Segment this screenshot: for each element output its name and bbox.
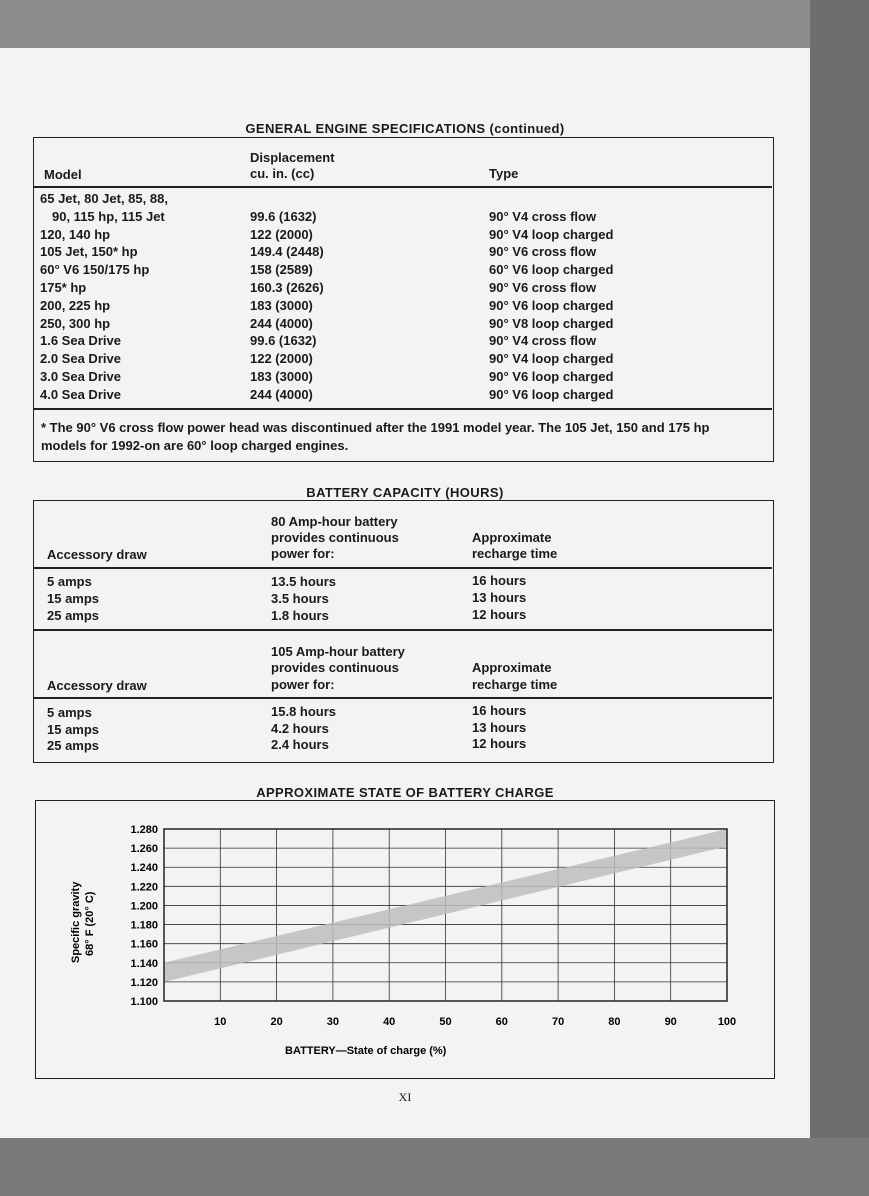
table-row-draw: 25 amps: [47, 738, 100, 753]
y-axis-label-line2: 68° F (20° C): [84, 891, 96, 956]
x-tick-label: 90: [664, 1016, 677, 1028]
x-tick-label: 100: [717, 1016, 737, 1028]
header-displacement-units: cu. in. (cc): [250, 166, 315, 181]
table-row-recharge: 13 hours: [472, 719, 527, 735]
model-column: [40, 190, 168, 404]
section1-recharge-line2: recharge time: [472, 546, 558, 561]
battery-capacity-table: [33, 500, 774, 763]
table-row-hours: 15.8 hours: [271, 704, 337, 719]
x-tick-label: 60: [495, 1016, 508, 1028]
table-row-displacement: 99.6 (1632): [250, 333, 317, 349]
x-tick-label: 80: [608, 1016, 621, 1028]
table-row-model: 90, 115 hp, 115 Jet: [52, 208, 165, 224]
section2-hours-column: [271, 704, 336, 754]
x-tick-label: 10: [214, 1016, 227, 1028]
y-tick-label: 1.100: [130, 996, 158, 1008]
table-row-model: 65 Jet, 80 Jet, 85, 88,: [40, 191, 168, 206]
table-row-recharge: 16 hours: [472, 573, 527, 588]
chart-frame: [35, 800, 775, 1079]
section1-battery-line3: power for:: [271, 546, 335, 561]
section2-accessory-draw: Accessory draw: [47, 678, 147, 693]
x-tick-label: 70: [551, 1016, 565, 1028]
table-row-displacement: 183 (3000): [250, 297, 313, 313]
table-row-draw: 15 amps: [47, 721, 100, 737]
x-tick-label: 30: [326, 1016, 340, 1028]
table-row-draw: 15 amps: [47, 591, 100, 606]
x-tick-label: 50: [439, 1016, 452, 1028]
table-row-displacement: 122 (2000): [250, 226, 313, 242]
table-row-type: 90° V6 loop charged: [489, 386, 614, 402]
displacement-column: [250, 190, 324, 404]
battery-capacity-title: BATTERY CAPACITY (HOURS): [306, 485, 504, 500]
y-tick-label: 1.280: [130, 824, 158, 836]
section2-recharge-line2: recharge time: [472, 677, 558, 692]
section1-divider: [34, 567, 772, 569]
table-row-type: 90° V6 cross flow: [489, 244, 597, 260]
chart-title: APPROXIMATE STATE OF BATTERY CHARGE: [256, 785, 554, 800]
table-row-recharge: 12 hours: [472, 607, 527, 622]
section1-accessory-draw: Accessory draw: [47, 547, 147, 562]
footnote-divider: [34, 408, 772, 410]
table-row-draw: 25 amps: [47, 608, 100, 623]
y-tick-label: 1.180: [130, 919, 158, 932]
table-row-hours: 13.5 hours: [271, 574, 337, 589]
engine-specs-title: GENERAL ENGINE SPECIFICATIONS (continued): [245, 121, 565, 136]
x-tick-label: 20: [270, 1016, 283, 1028]
table-row-displacement: 244 (4000): [250, 315, 313, 331]
table-row-recharge: 12 hours: [472, 736, 527, 751]
section1-recharge-line1: Approximate: [472, 530, 552, 545]
header-divider: [34, 186, 772, 188]
y-tick-label: 1.160: [130, 938, 158, 951]
type-column: [489, 190, 613, 404]
table-row-model: 2.0 Sea Drive: [40, 351, 121, 367]
table-row-draw: 5 amps: [47, 574, 92, 589]
y-tick-label: 1.140: [130, 957, 158, 970]
footnote-line-2: models for 1992-on are 60° loop charged engines.: [41, 438, 349, 453]
scan-shadow-right: [810, 0, 869, 1196]
table-row-type: 90° V4 cross flow: [489, 208, 597, 224]
y-tick-labels: [130, 824, 158, 1008]
table-row-model: 120, 140 hp: [40, 226, 111, 242]
section-divider: [34, 629, 772, 631]
header-displacement: Displacement: [250, 150, 335, 165]
table-row-displacement: 149.4 (2448): [250, 244, 324, 260]
table-row-displacement: 244 (4000): [250, 386, 313, 402]
header-model: Model: [44, 167, 82, 182]
table-row-type: 90° V6 loop charged: [489, 368, 614, 384]
section1-recharge-column: [472, 572, 526, 623]
table-row-draw: 5 amps: [47, 705, 92, 720]
footnote-line-1: * The 90° V6 cross flow power head was discontinued after the 1991 model year. The 105 Jet, 150 and 175 hp: [41, 420, 710, 435]
section2-divider: [34, 697, 772, 699]
page-number: XI: [398, 1090, 412, 1104]
table-row-type: 90° V6 loop charged: [489, 297, 614, 313]
table-row-model: 250, 300 hp: [40, 315, 111, 331]
table-row-type: 90° V4 loop charged: [489, 351, 614, 367]
section1-battery-line1: 80 Amp-hour battery: [271, 514, 398, 529]
table-row-type: 90° V8 loop charged: [489, 315, 614, 331]
table-row-type: 60° V6 loop charged: [489, 262, 614, 278]
table-row-type: 90° V6 cross flow: [489, 279, 597, 295]
section1-draw-column: [47, 573, 99, 624]
table-row-displacement: 99.6 (1632): [250, 208, 317, 224]
table-row-hours: 2.4 hours: [271, 737, 329, 752]
table-row-displacement: [250, 190, 324, 208]
y-tick-label: 1.220: [130, 881, 158, 894]
table-row-model: 105 Jet, 150* hp: [40, 244, 138, 260]
x-tick-labels: [214, 1016, 736, 1028]
y-tick-label: 1.200: [130, 900, 158, 913]
scan-shadow-bottom: [0, 1138, 869, 1196]
y-tick-label: 1.240: [130, 862, 158, 875]
y-tick-label: 1.120: [130, 976, 158, 989]
table-row-hours: 3.5 hours: [271, 591, 329, 606]
section1-hours-column: [271, 573, 336, 624]
table-row-displacement: 122 (2000): [250, 351, 313, 367]
battery-charge-chart: [36, 801, 773, 1077]
section2-recharge-column: [472, 703, 526, 753]
table-row-recharge: 13 hours: [472, 590, 527, 605]
table-row-displacement: 158 (2589): [250, 262, 313, 278]
table-row-model: 175* hp: [40, 279, 87, 295]
table-row-model: 200, 225 hp: [40, 297, 111, 313]
table-row-hours: 4.2 hours: [271, 720, 329, 736]
section2-battery-line2: provides continuous: [271, 660, 399, 675]
table-row-model: 3.0 Sea Drive: [40, 368, 121, 384]
table-row-recharge: 16 hours: [472, 703, 527, 718]
section2-battery-line1: 105 Amp-hour battery: [271, 644, 405, 659]
table-row-model: 4.0 Sea Drive: [40, 386, 121, 402]
table-row-type: 90° V4 loop charged: [489, 226, 614, 242]
section2-battery-line3: power for:: [271, 677, 335, 692]
section2-draw-column: [47, 705, 99, 755]
table-row-displacement: 160.3 (2626): [250, 279, 324, 295]
table-row-hours: 1.8 hours: [271, 608, 329, 623]
y-tick-label: 1.260: [130, 843, 158, 856]
x-axis-label: BATTERY—State of charge (%): [285, 1045, 447, 1057]
table-row-displacement: 183 (3000): [250, 368, 313, 384]
section1-battery-line2: provides continuous: [271, 530, 399, 545]
y-axis-label-line1: Specific gravity: [70, 881, 82, 963]
header-type: Type: [489, 166, 519, 181]
table-row-type: [489, 190, 613, 208]
table-row-model: 60° V6 150/175 hp: [40, 262, 150, 278]
table-row-type: 90° V4 cross flow: [489, 333, 597, 349]
engine-specs-table: [33, 137, 774, 462]
section2-recharge-line1: Approximate: [472, 660, 552, 675]
x-tick-label: 40: [383, 1016, 396, 1028]
table-row-model: 1.6 Sea Drive: [40, 333, 121, 349]
